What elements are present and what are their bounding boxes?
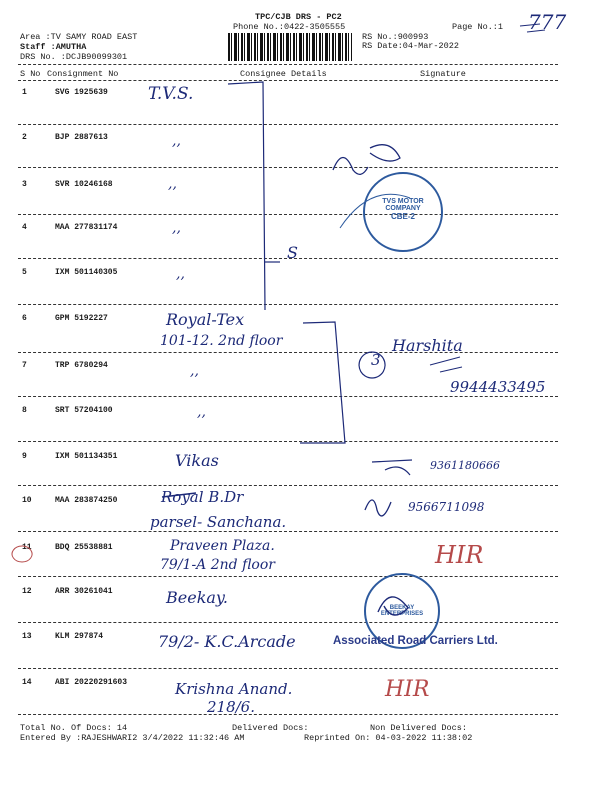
row-consignment: MAA 283874250 [55,496,118,505]
staff-label: Staff :AMUTHA [20,42,87,52]
page-number: Page No.:1 [452,22,504,32]
row-sno: 3 [22,180,27,189]
row-sno: 6 [22,314,27,323]
non-delivered-docs: Non Delivered Docs: [370,723,467,733]
handwritten-consignee: 218/6. [207,698,255,716]
delivered-docs: Delivered Docs: [232,723,309,733]
col-consignment: Consignment No [47,69,119,79]
row-consignment: TRP 6780294 [55,361,108,370]
handwritten-top-mark: 777 [528,10,567,34]
row-sno: 7 [22,361,27,370]
handwritten-ditto: ,, [172,133,181,149]
row-sno: 1 [22,88,27,97]
row-sno: 10 [22,496,32,505]
row-consignment: MAA 277831174 [55,223,118,232]
col-consignee: Consignee Details [240,69,327,79]
handwritten-hir-mark: HIR [385,677,430,702]
handwritten-hir-mark: HIR [435,541,484,569]
signature-harshita: Harshita [392,336,463,355]
document-title: TPC/CJB DRS - PC2 [255,12,342,22]
row-consignment: KLM 297874 [55,632,104,641]
associated-stamp: Associated Road Carriers Ltd. [333,635,498,647]
row-sno: 12 [22,587,32,596]
handwritten-consignee: T.V.S. [148,84,194,104]
row-consignment: IXM 501134351 [55,452,118,461]
row-sno: 4 [22,223,27,232]
handwritten-consignee: 79/1-A 2nd floor [160,557,275,573]
row-sno: 11 [22,543,32,552]
row-consignment: ABI 20220291603 [55,678,128,687]
row-consignment: ARR 30261041 [55,587,113,596]
handwritten-consignee: 79/2- K.C.Arcade [158,632,296,651]
handwritten-consignee: Beekay. [166,588,228,607]
row-consignment: SVR 10246168 [55,180,113,189]
rs-number: RS No.:900993 [362,32,429,42]
row-sno: 13 [22,632,32,641]
handwritten-consignee: Krishna Anand. [175,680,293,698]
handwritten-ditto: ,, [190,363,199,379]
handwritten-consignee: Royal-Tex [166,310,245,329]
row-sno: 9 [22,452,27,461]
circled-number: 3 [371,351,381,369]
signature-phone: 9566711098 [408,500,485,514]
total-docs: Total No. Of Docs: 14 [20,723,128,733]
row-consignment: SVG 1925639 [55,88,108,97]
row-consignment: BDQ 25538881 [55,543,113,552]
row-consignment: SRT 57204100 [55,406,113,415]
rs-date: RS Date:04-Mar-2022 [362,41,459,51]
drs-number: DRS No. :DCJB90099301 [20,52,128,62]
col-signature: Signature [420,69,466,79]
row-consignment: IXM 501140305 [55,268,118,277]
row-sno: 14 [22,678,32,687]
col-sno: S No [20,69,41,79]
handwritten-consignee: parsel- Sanchana. [150,513,287,531]
handwritten-consignee: Vikas [175,451,219,470]
handwritten-bracket-mark: S [287,243,298,262]
row-sno: 5 [22,268,27,277]
row-consignment: GPM 5192227 [55,314,108,323]
signature-phone: 9944433495 [450,378,546,396]
enterprises-stamp-text: BEEKAY ENTERPRISES [380,605,424,617]
company-stamp-text: TVS MOTOR COMPANY [382,198,424,212]
area-label: Area :TV SAMY ROAD EAST [20,32,138,42]
handwritten-consignee: Praveen Plaza. [170,538,275,554]
entered-by: Entered By :RAJESHWARI2 3/4/2022 11:32:46 AM [20,733,245,743]
handwritten-ditto: ,, [168,176,177,192]
signature-phone: 9361180666 [430,459,500,472]
row-sno: 2 [22,133,27,142]
handwritten-consignee: 101-12. 2nd floor [160,333,283,349]
company-stamp-code: CBE-2 [390,212,415,221]
row-sno: 8 [22,406,27,415]
reprinted-on: Reprinted On: 04-03-2022 11:38:02 [304,733,473,743]
row-consignment: BJP 2887613 [55,133,108,142]
handwritten-ditto: ,, [172,220,181,236]
handwritten-ditto: ,, [176,266,185,282]
phone-number: Phone No.:0422-3505555 [233,22,346,32]
handwritten-consignee: Royal B.Dr [161,488,244,506]
handwritten-ditto: ,, [197,404,206,420]
